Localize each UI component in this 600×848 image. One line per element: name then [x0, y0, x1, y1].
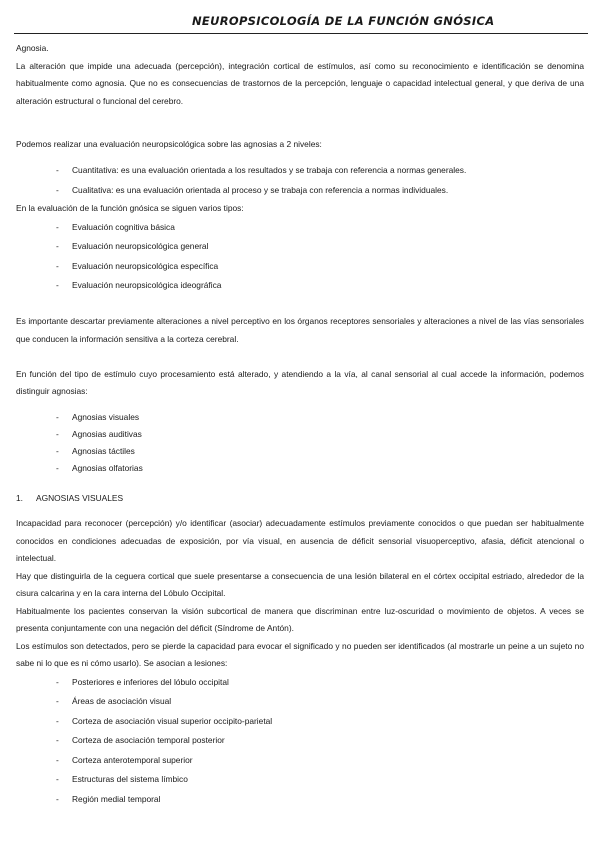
agnosia-label: Agnosia. [16, 43, 49, 53]
list-item: - Agnosias táctiles [16, 443, 584, 460]
evaluation-types-list [16, 218, 584, 296]
document-body [16, 40, 584, 809]
visual-agnosia-definition: Incapacidad para reconocer (percepción) y/o identificar (asociar) adecuadamente estímulos previamente conocidos o que puedan ser habitualmente conocidos en condiciones adecuadas de exposición, por vía visual, en ausencia de déficit sensorial visuoperceptivo, afasia, déficit atencional o intelectual. [16, 518, 584, 563]
list-item: - Evaluación neuropsicológica ideográfica [16, 276, 584, 296]
spacer [16, 477, 584, 490]
list-item: - Evaluación neuropsicológica específica [16, 257, 584, 277]
subcortical-vision-paragraph: Habitualmente los pacientes conservan la visión subcortical de manera que discriminan entre luz-oscuridad o movimiento de objetos. A veces se presenta conjuntamente con una negación del déficit (Síndrome de Antón). [16, 605, 584, 633]
evaluation-intro: Podemos realizar una evaluación neuropsicológica sobre las agnosias a 2 niveles: [16, 138, 322, 149]
page-title: NEUROPSICOLOGÍA DE LA FUNCIÓN GNÓSICA [192, 14, 495, 28]
spacer [16, 296, 584, 314]
list-item: - Agnosias visuales [16, 409, 584, 426]
stimuli-paragraph: Los estímulos son detectados, pero se pierde la capacidad para evocar el significado y no pueden ser identificados (al mostrarle un peine a un sujeto no sabe ni lo que es ni cómo usarlo). Se asocian a lesiones: [16, 640, 584, 668]
section-title: AGNOSIAS VISUALES [36, 492, 124, 503]
lesions-list [16, 673, 584, 810]
section-number: 1. [16, 492, 23, 503]
spacer [16, 507, 584, 515]
list-item: - Cualitativa: es una evaluación orientada al proceso y se trabaja con referencia a normas individuales. [16, 181, 584, 201]
discard-paragraph: Es importante descartar previamente alteraciones a nivel perceptivo en los órganos receptores sensoriales y alteraciones a nivel de las vías sensoriales que conducen la información sensitiva a la corteza cerebral. [16, 316, 584, 344]
list-item: - Agnosias auditivas [16, 426, 584, 443]
list-item: - Evaluación cognitiva básica [16, 218, 584, 238]
spacer [16, 110, 584, 128]
spacer [16, 348, 584, 366]
list-item: - Áreas de asociación visual [16, 692, 584, 712]
list-item: - Cuantitativa: es una evaluación orientada a los resultados y se trabaja con referencia a normas generales. [16, 161, 584, 181]
agnosia-definition: La alteración que impide una adecuada (percepción), integración cortical de estímulos, así como su reconocimiento e identificación se denomina habitualmente como agnosia. Que no es consecuencias de trastornos de la percepción, lenguaje o capacidad intelectual general, y que deriva de una alteración estructural o funcional del cerebro. [16, 60, 584, 106]
list-item: - Estructuras del sistema límbico [16, 770, 584, 790]
section-heading [16, 490, 584, 508]
list-item: - Agnosias olfatorias [16, 460, 584, 477]
list-item: - Corteza de asociación temporal posterior [16, 731, 584, 751]
spacer [16, 401, 584, 409]
spacer [16, 153, 584, 161]
list-item: - Evaluación neuropsicológica general [16, 237, 584, 257]
cortical-blindness-paragraph: Hay que distinguirla de la ceguera cortical que suele presentarse a consecuencia de una lesión bilateral en el córtex occipital estriado, alrededor de la cisura calcarina y en la cara interna del Lóbulo Occipital. [16, 570, 584, 598]
list-item: - Región medial temporal [16, 790, 584, 810]
evaluation-levels-list [16, 161, 584, 200]
agnosia-types-list [16, 409, 584, 477]
list-item: - Corteza de asociación visual superior occipito-parietal [16, 712, 584, 732]
title-underline [14, 33, 588, 34]
classification-paragraph: En función del tipo de estímulo cuyo procesamiento está alterado, y atendiendo a la vía, al canal sensorial al cual accede la información, podemos distinguir agnosias: [16, 368, 584, 396]
list-item: - Corteza anterotemporal superior [16, 751, 584, 771]
list-item: - Posteriores e inferiores del lóbulo occipital [16, 673, 584, 693]
evaluation-types-intro: En la evaluación de la función gnósica se siguen varios tipos: [16, 203, 244, 213]
spacer [16, 128, 584, 136]
